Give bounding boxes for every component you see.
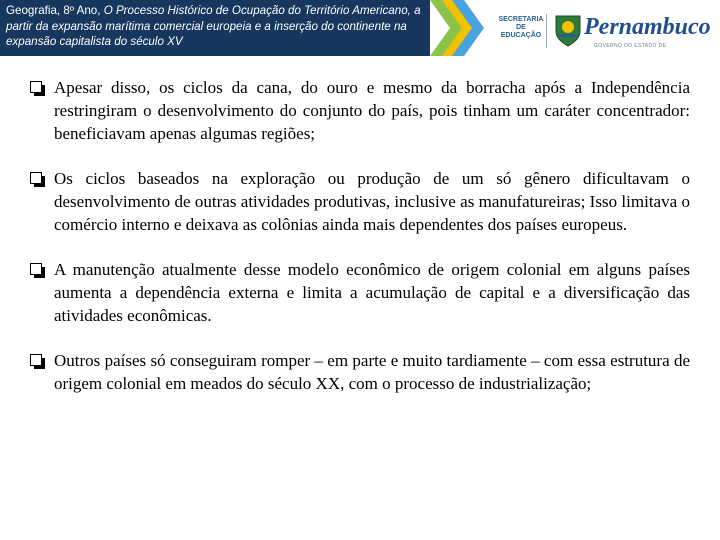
state-coat-of-arms-icon: [552, 12, 584, 48]
checkbox-icon: [30, 81, 42, 93]
bullet-list: [30, 76, 690, 417]
list-item-text: A manutenção atualmente desse modelo econômico de origem colonial em alguns países aumenta a dependência externa e limita a acumulação de capital e a diversificação das atividades econômicas.: [54, 260, 690, 325]
checkbox-icon: [30, 172, 42, 184]
chevron-decoration-icon: [430, 0, 490, 56]
list-item-text: Apesar disso, os ciclos da cana, do ouro e mesmo da borracha após a Independência restringiram o desenvolvimento do conjunto do país, pois tinham um caráter concentrador: beneficiavam apenas algumas regiões;: [54, 78, 690, 143]
list-item: [30, 167, 690, 236]
brand-tagline: GOVERNO DO ESTADO DE: [594, 43, 667, 49]
government-logos: [498, 6, 720, 56]
subject-label: Geografia, 8º Ano,: [6, 4, 104, 17]
checkbox-icon: [30, 354, 42, 366]
list-item: [30, 349, 690, 395]
pernambuco-logo: Pernambuco: [584, 14, 711, 40]
list-item-text: Outros países só conseguiram romper – em parte e muito tardiamente – com essa estrutura de origem colonial em meados do século XX, com o processo de industrialização;: [54, 351, 690, 393]
logo-divider: [546, 14, 547, 48]
secretaria-logo: SECRETARIA DE EDUCAÇÃO: [498, 16, 544, 39]
list-item-text: Os ciclos baseados na exploração ou produção de um só gênero dificultavam o desenvolvimento de outras atividades produtivas, inclusive as manufatureiras; Isso limitava o comércio interno e deixava as colônias ainda mais dependentes dos países europeus.: [54, 169, 690, 234]
checkbox-icon: [30, 263, 42, 275]
list-item: [30, 76, 690, 145]
slide-header: [0, 0, 720, 60]
lesson-title: O Processo Histórico de Ocupação do Território Americano, a partir da expansão marítima comercial europeia e a inserção do continente na expansão capitalista do século XV: [6, 4, 421, 48]
list-item: [30, 258, 690, 327]
slide-title-banner: [0, 0, 430, 56]
